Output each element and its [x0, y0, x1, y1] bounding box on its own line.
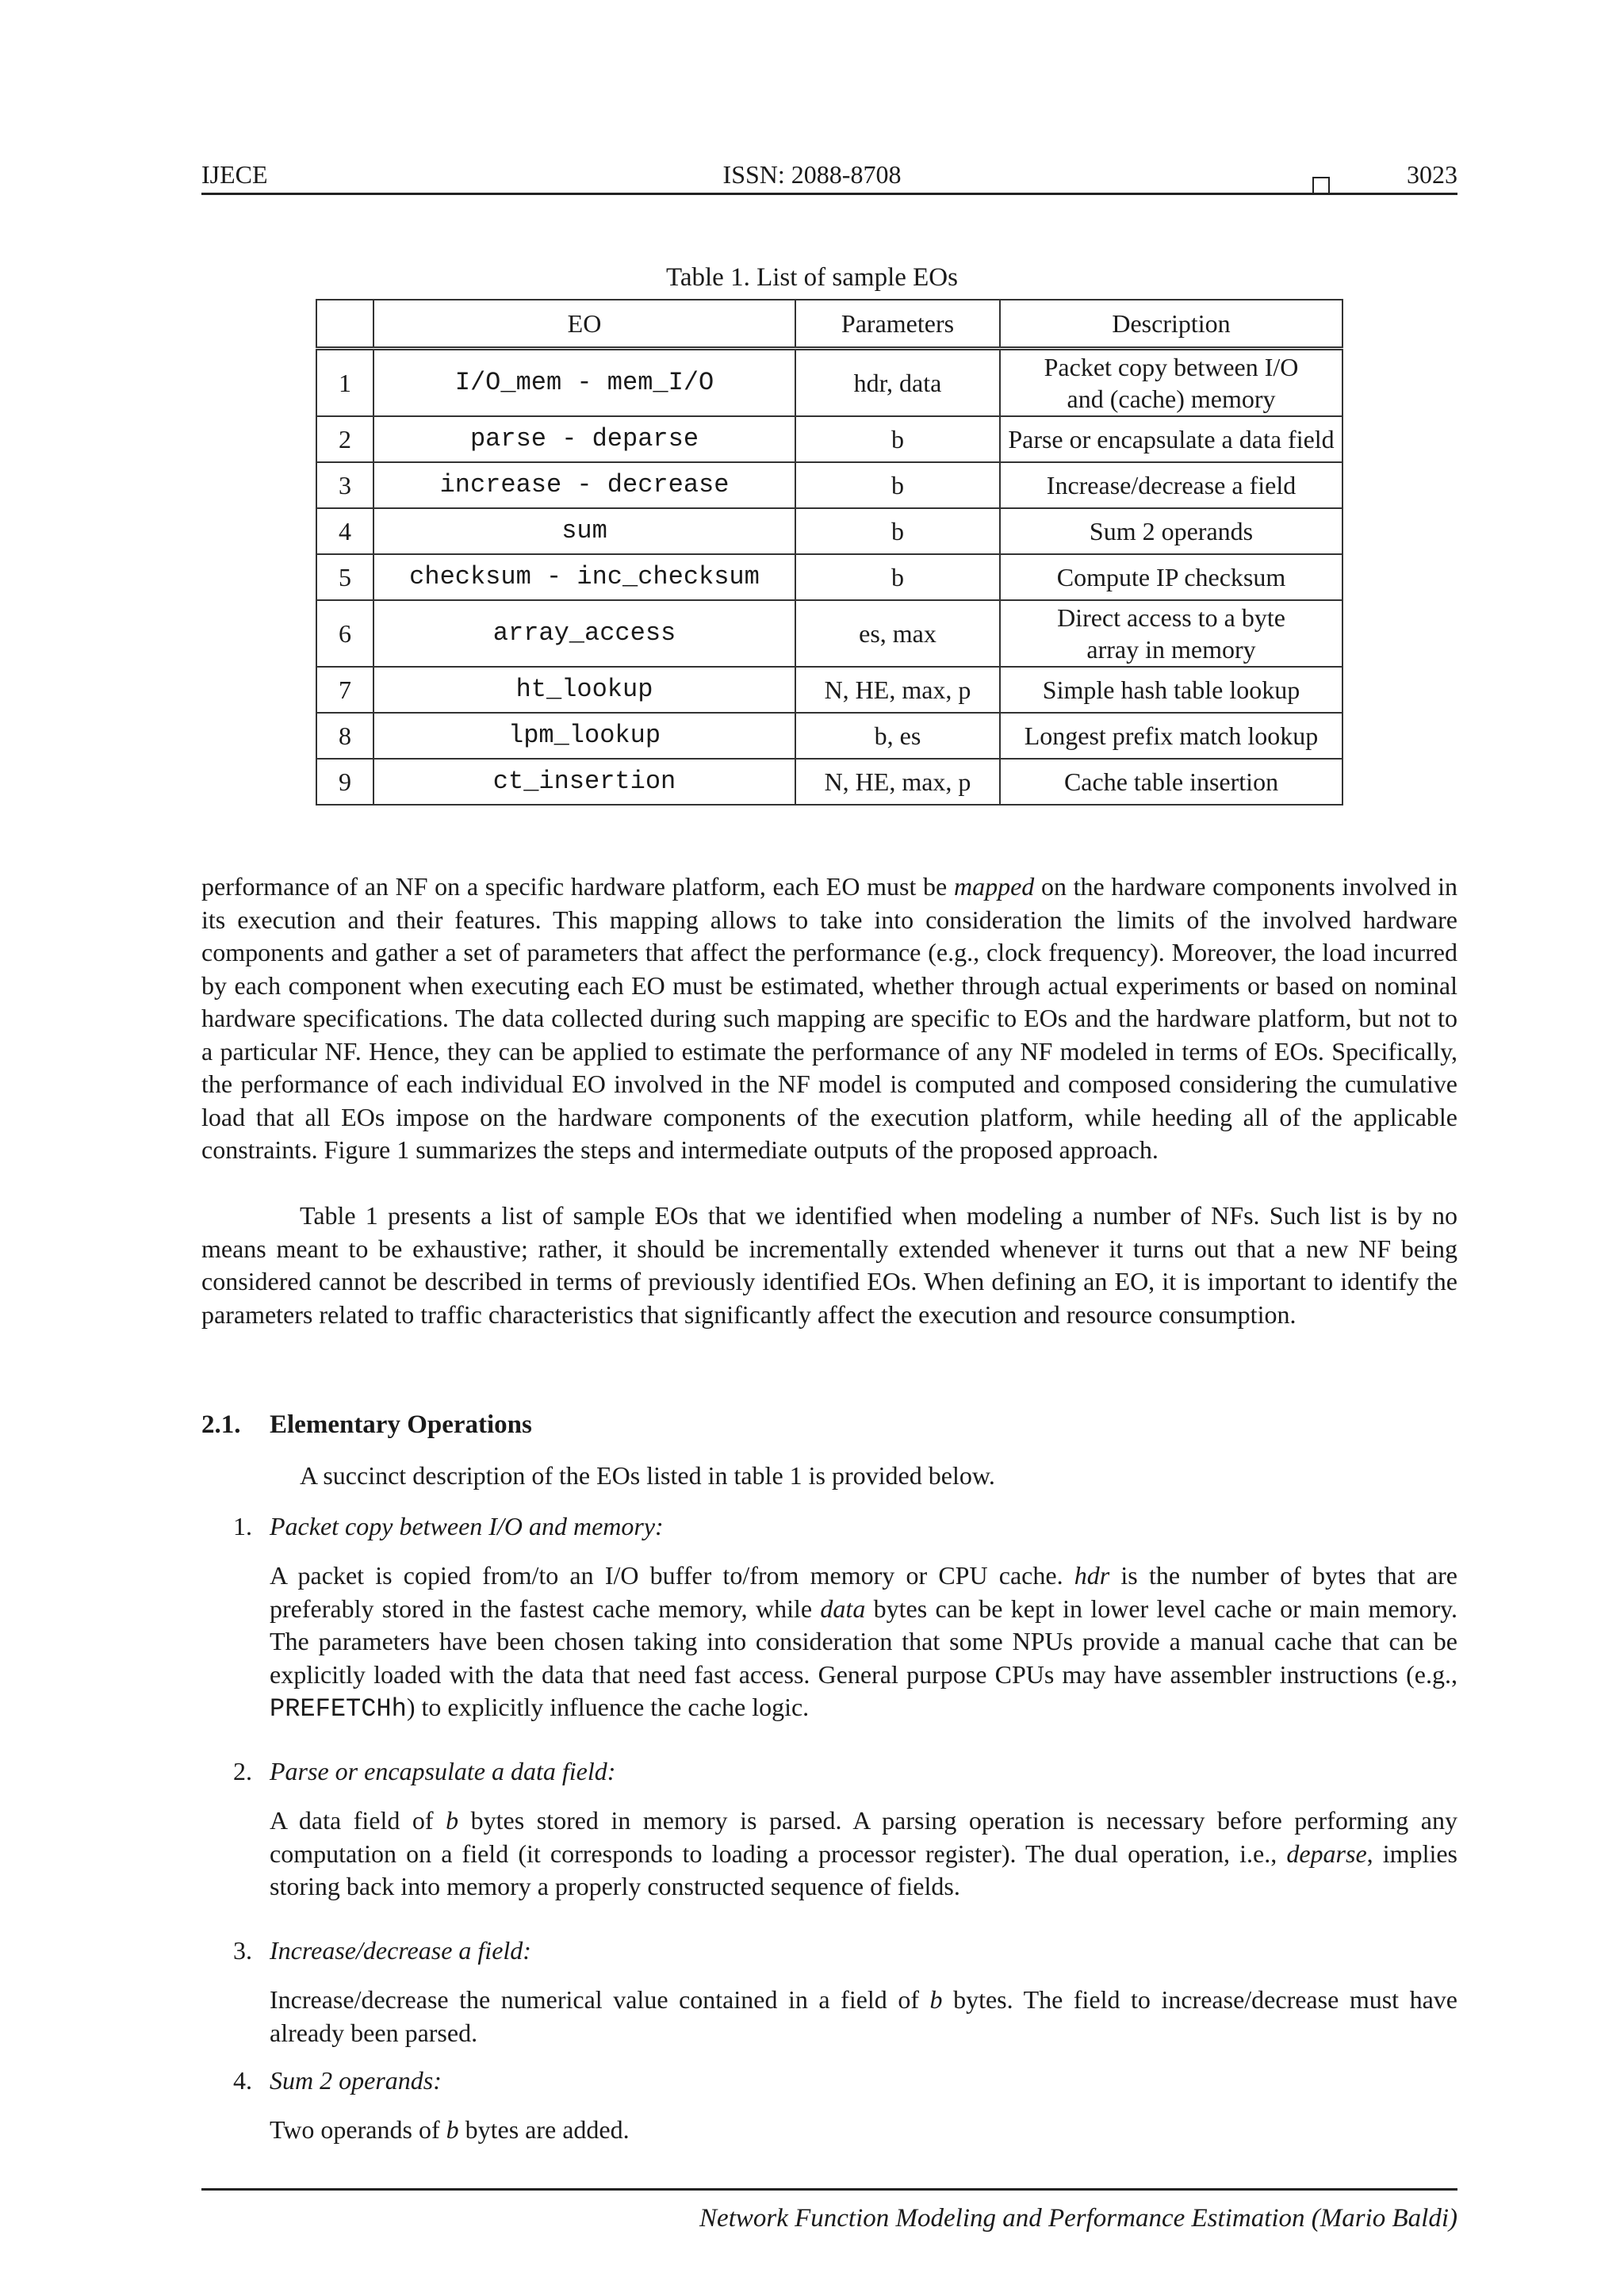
running-footer: Network Function Modeling and Performance Estimation (Mario Baldi): [699, 2204, 1457, 2233]
eo-description: Packet copy between I/O and (cache) memory: [1000, 349, 1342, 417]
column-header-eo: EO: [373, 300, 795, 349]
list-item-body: Two operands of b bytes are added.: [270, 2115, 630, 2144]
eo-parameters: es, max: [795, 600, 1000, 667]
eo-name: checksum - inc_checksum: [373, 554, 795, 600]
table-row: [316, 600, 1342, 667]
row-number: 3: [316, 462, 373, 508]
row-number: 4: [316, 508, 373, 554]
body-paragraph-2: Table 1 presents a list of sample EOs that we identified when modeling a number of NFs. Such list is by no means meant to be exhaustive; rather, it should be incrementally extended whenever it turns out that a new NF being considered cannot be described in terms of previously identified EOs. When defining an EO, it is important to identify the parameters related to traffic characteristics that significantly affect the execution and resource consumption.: [201, 1201, 1457, 1329]
eo-name: sum: [373, 508, 795, 554]
eo-parameters: hdr, data: [795, 349, 1000, 417]
eo-table: [316, 299, 1343, 806]
body-paragraph-1: performance of an NF on a specific hardware platform, each EO must be mapped on the hardware components involved in its execution and their features. This mapping allows to take into consideration the limits of the involved hardware components and gather a set of parameters that affect the performance (e.g., clock frequency). Moreover, the load incurred by each component when executing each EO must be estimated, whether through actual experiments or based on nominal hardware specifications. The data collected during such mapping are specific to EOs and the hardware platform, but not to a particular NF. Hence, they can be applied to estimate the performance of any NF modeled in terms of EOs. Specifically, the performance of each individual EO involved in the NF model is computed and composed considering the cumulative load that all EOs impose on the hardware components of the execution platform, while heeding all of the applicable constraints. Figure 1 summarizes the steps and intermediate outputs of the proposed approach.: [201, 872, 1458, 1164]
issn: ISSN: 2088-8708: [722, 160, 902, 189]
footer-rule: [201, 2188, 1457, 2191]
list-item-body: A packet is copied from/to an I/O buffer to/from memory or CPU cache. hdr is the number of bytes that are preferably stored in the fastest cache memory, while data bytes can be kept in lower level cache or main memory. The parameters have been chosen taking into consideration that some NPUs provide a manual cache that can be explicitly loaded with the data that need fast access. General purpose CPUs may have assembler instructions (e.g., PREFETCHh) to explicitly influence the cache logic.: [270, 1561, 1458, 1724]
eo-description: Simple hash table lookup: [1000, 667, 1342, 713]
eo-description: Compute IP checksum: [1000, 554, 1342, 600]
column-header-index: [316, 300, 373, 349]
table-row: [316, 554, 1342, 600]
eo-description: Cache table insertion: [1000, 759, 1342, 805]
list-item-title: 4. Sum 2 operands:: [233, 2066, 442, 2095]
list-item-body: A data field of b bytes stored in memory is parsed. A parsing operation is necessary before performing any computation on a field (it corresponds to loading a processor register). The dual operation, i.e., deparse, implies storing back into memory a properly constructed sequence of fields.: [270, 1806, 1458, 1900]
eo-name: parse - deparse: [373, 416, 795, 462]
row-number: 2: [316, 416, 373, 462]
column-header-description: Description: [1000, 300, 1342, 349]
eo-name: I/O_mem - mem_I/O: [373, 349, 795, 417]
eo-description: Longest prefix match lookup: [1000, 713, 1342, 759]
table-row: [316, 667, 1342, 713]
list-item-title: 2. Parse or encapsulate a data field:: [233, 1757, 616, 1785]
table-header-row: [316, 300, 1342, 349]
eo-name: ht_lookup: [373, 667, 795, 713]
row-number: 8: [316, 713, 373, 759]
table-row: [316, 759, 1342, 805]
section-intro: A succinct description of the EOs listed in table 1 is provided below.: [300, 1461, 995, 1490]
eo-parameters: b, es: [795, 713, 1000, 759]
eo-name: lpm_lookup: [373, 713, 795, 759]
header-rule: [201, 193, 1457, 195]
row-number: 5: [316, 554, 373, 600]
table-row: [316, 462, 1342, 508]
eo-name: increase - decrease: [373, 462, 795, 508]
eo-parameters: b: [795, 508, 1000, 554]
section-title: Elementary Operations: [270, 1410, 532, 1439]
table-row: [316, 349, 1342, 417]
eo-parameters: b: [795, 554, 1000, 600]
section-number: 2.1.: [201, 1410, 241, 1439]
journal-name: IJECE: [201, 160, 268, 189]
eo-description: Increase/decrease a field: [1000, 462, 1342, 508]
row-number: 7: [316, 667, 373, 713]
table-caption: Table 1. List of sample EOs: [666, 263, 958, 292]
list-item-title: 3. Increase/decrease a field:: [233, 1936, 531, 1965]
eo-description: Direct access to a byte array in memory: [1000, 600, 1342, 667]
eo-parameters: b: [795, 462, 1000, 508]
list-item-title: 1. Packet copy between I/O and memory:: [233, 1512, 664, 1540]
eo-description: Parse or encapsulate a data field: [1000, 416, 1342, 462]
row-number: 9: [316, 759, 373, 805]
row-number: 1: [316, 349, 373, 417]
eo-description: Sum 2 operands: [1000, 508, 1342, 554]
row-number: 6: [316, 600, 373, 667]
table-row: [316, 416, 1342, 462]
eo-parameters: b: [795, 416, 1000, 462]
eo-parameters: N, HE, max, p: [795, 759, 1000, 805]
column-header-parameters: Parameters: [795, 300, 1000, 349]
table-row: [316, 508, 1342, 554]
list-item-body: Increase/decrease the numerical value contained in a field of b bytes. The field to increase/decrease must have already been parsed.: [270, 1985, 1458, 2047]
table-row: [316, 713, 1342, 759]
eo-name: ct_insertion: [373, 759, 795, 805]
eo-parameters: N, HE, max, p: [795, 667, 1000, 713]
page-number: 3023: [1407, 160, 1457, 189]
eo-name: array_access: [373, 600, 795, 667]
section-heading: [201, 1407, 532, 1442]
